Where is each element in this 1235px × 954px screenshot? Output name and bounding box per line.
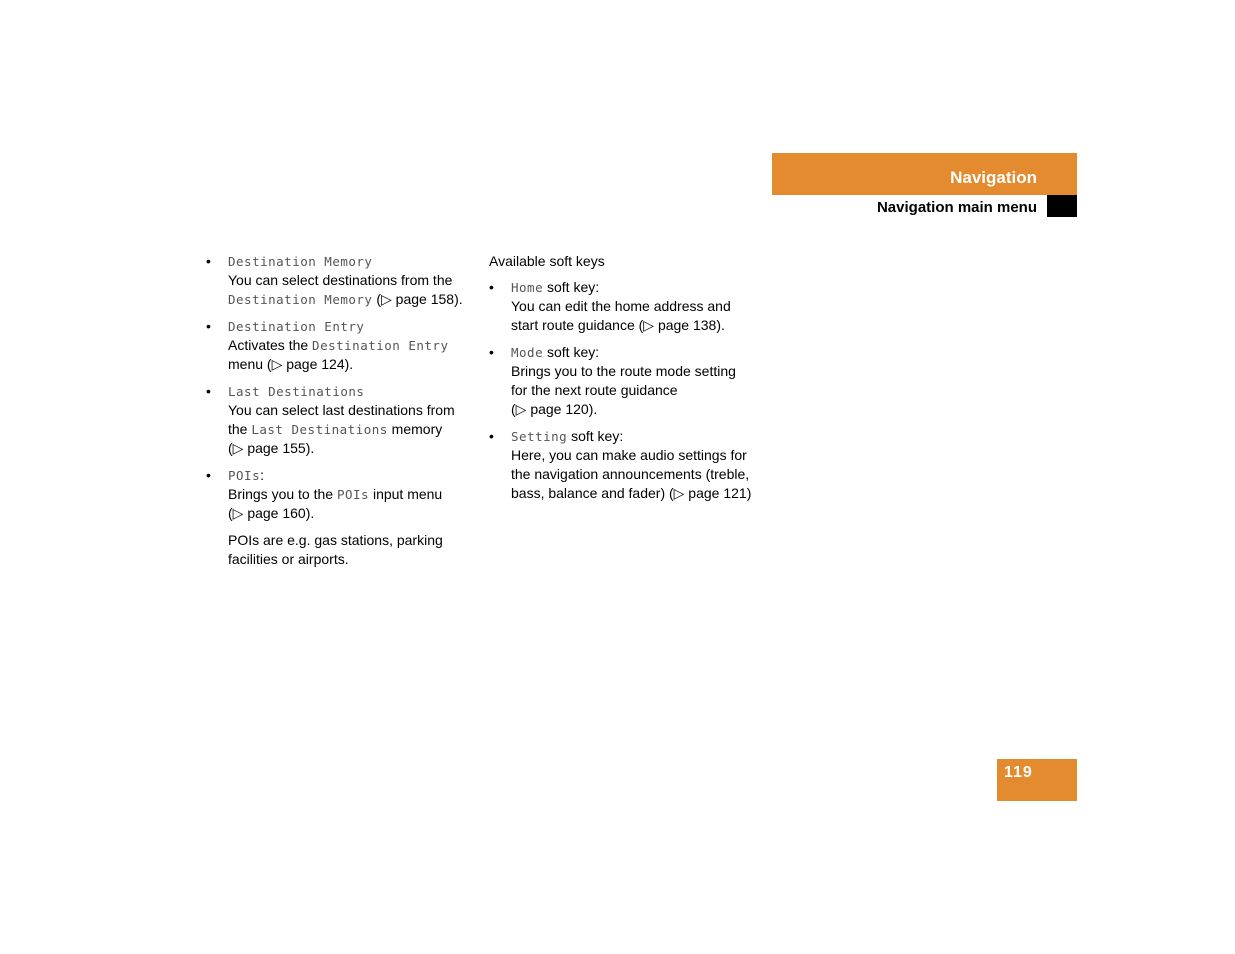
description-line: the navigation announcements (treble,	[511, 466, 750, 482]
description-line: You can select destinations from the	[228, 272, 453, 288]
menu-term: POIs	[228, 468, 261, 483]
term-suffix: soft key:	[543, 279, 600, 295]
page-reference: (▷ page 160).	[228, 505, 315, 521]
bullet: •	[206, 383, 211, 399]
page-reference: (▷ page 158).	[372, 291, 463, 307]
description-line: Here, you can make audio settings for	[511, 447, 747, 463]
term-suffix: soft key:	[543, 344, 600, 360]
right-column	[489, 252, 764, 511]
page-reference: (▷ page 155).	[228, 440, 315, 456]
left-column	[206, 252, 478, 569]
list-item-last-destinations	[206, 382, 478, 458]
description-text: memory	[387, 421, 443, 437]
page-number-tab	[997, 759, 1077, 801]
section-title: Navigation	[950, 168, 1037, 187]
bullet: •	[206, 253, 211, 269]
description-text: input menu	[369, 486, 443, 502]
soft-key-term: Mode	[511, 345, 544, 360]
bullet: •	[489, 428, 494, 444]
term-suffix: :	[260, 467, 264, 483]
menu-term: Destination Memory	[228, 254, 373, 269]
soft-key-term: Home	[511, 280, 544, 295]
list-item-destination-memory	[206, 252, 478, 309]
bullet: •	[489, 344, 494, 360]
note-line: facilities or airports.	[228, 551, 349, 567]
description-text: Brings you to the	[228, 486, 337, 502]
bullet: •	[206, 467, 211, 483]
menu-term-ref: POIs	[336, 487, 370, 502]
note-line: POIs are e.g. gas stations, parking	[228, 532, 443, 548]
menu-term-ref: Destination Memory	[228, 292, 373, 307]
list-item-destination-entry	[206, 317, 478, 374]
description-line: for the next route guidance	[511, 382, 678, 398]
menu-term-ref: Destination Entry	[312, 338, 449, 353]
soft-key-term: Setting	[511, 429, 568, 444]
description-line: Brings you to the route mode setting	[511, 363, 736, 379]
pois-note	[206, 531, 478, 569]
menu-term: Destination Entry	[228, 319, 365, 334]
list-item-mode-soft-key	[489, 343, 764, 419]
subsection-title: Navigation main menu	[876, 199, 1037, 216]
menu-term: Last Destinations	[228, 384, 365, 399]
description-line: You can edit the home address and	[511, 298, 731, 314]
description-text: the	[228, 421, 252, 437]
page-reference: bass, balance and fader) (▷ page 121)	[511, 485, 752, 501]
page-reference: start route guidance (▷ page 138).	[511, 317, 725, 333]
section-marker	[1047, 195, 1077, 217]
description-text: Activates the	[228, 337, 313, 353]
soft-keys-intro: Available soft keys	[489, 253, 605, 269]
bullet: •	[489, 279, 494, 295]
description-line: You can select last destinations from	[228, 402, 455, 418]
bullet: •	[206, 318, 211, 334]
term-suffix: soft key:	[567, 428, 624, 444]
list-item-pois	[206, 466, 478, 523]
page-reference: (▷ page 120).	[511, 401, 598, 417]
section-header-tab	[772, 153, 1077, 195]
menu-term-ref: Last Destinations	[251, 422, 388, 437]
page-number: 119	[1004, 764, 1033, 781]
list-item-home-soft-key	[489, 278, 764, 335]
page-reference: menu (▷ page 124).	[228, 356, 354, 372]
list-item-setting-soft-key	[489, 427, 764, 503]
